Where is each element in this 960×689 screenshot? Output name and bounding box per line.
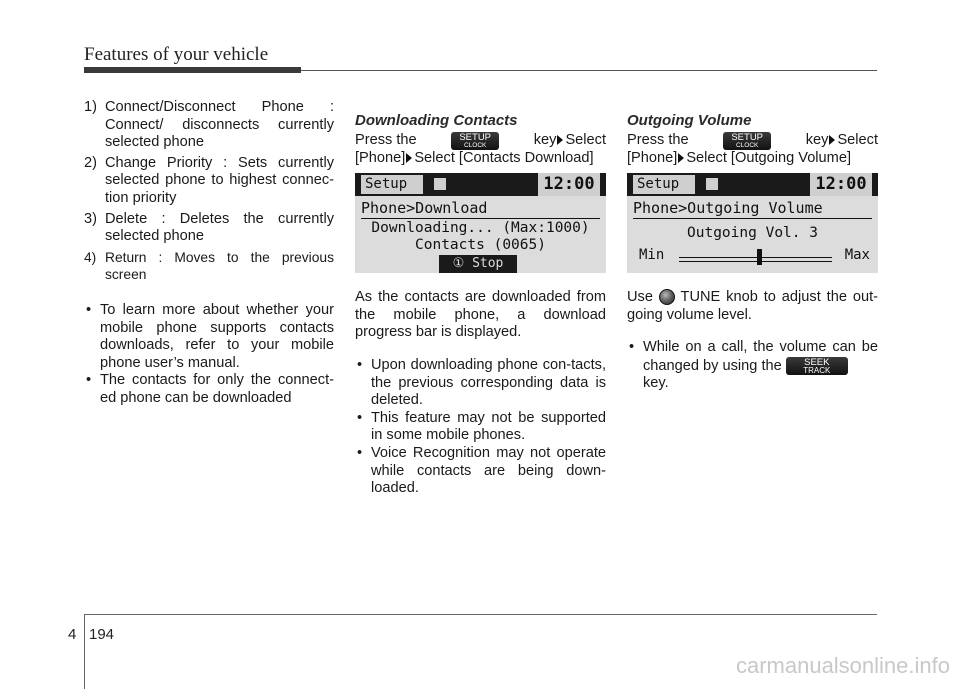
screen-subtitle: Phone>Outgoing Volume	[633, 199, 823, 218]
volume-max-label: Max	[844, 247, 870, 264]
instruction-line: [Phone] Select [Outgoing Volume]	[627, 149, 851, 166]
bullet-item: • Voice Recognition may not operate while contacts are being down-loaded.	[355, 445, 606, 498]
header-bar	[84, 67, 301, 73]
instruction-line: Press the SETUP CLOCK key Select	[355, 131, 606, 149]
chapter-number: 4	[68, 626, 77, 643]
person-icon	[434, 178, 446, 190]
section-heading: Outgoing Volume	[627, 112, 752, 129]
footer-rule	[84, 614, 877, 615]
paragraph: Use TUNE knob to adjust the out-going volume level.	[627, 289, 878, 323]
contacts-count: Contacts (0065)	[415, 237, 546, 254]
list-item: 4) Return : Moves to the previous screen	[84, 249, 334, 283]
seek-track-key-icon: SEEK TRACK	[786, 357, 848, 375]
volume-label: Outgoing Vol. 3	[687, 225, 818, 242]
volume-slider-track[interactable]	[679, 257, 832, 262]
page-header-title: Features of your vehicle	[84, 44, 269, 65]
arrow-right-icon	[678, 153, 684, 163]
screen-tab: Setup	[361, 175, 423, 194]
page-number: 194	[89, 626, 115, 643]
download-screen	[355, 173, 606, 273]
section-heading: Downloading Contacts	[355, 112, 518, 129]
screen-subtitle: Phone>Download	[361, 199, 488, 218]
list-item: 2) Change Priority : Sets currently selected phone to highest connec-tion priority	[84, 154, 334, 206]
bullet-item: • The contacts for only the connect-ed phone can be downloaded	[84, 372, 334, 407]
screen-clock: 12:00	[538, 173, 600, 196]
list-item: 3) Delete : Deletes the currently selected phone	[84, 210, 334, 245]
column-3	[627, 112, 878, 393]
bullet-item: • To learn more about whether your mobile phone supports contacts downloads, refer to your mobile phone user’s manual.	[84, 302, 334, 372]
volume-min-label: Min	[639, 247, 665, 264]
volume-slider-thumb[interactable]	[757, 249, 762, 265]
tune-knob-icon	[659, 289, 675, 305]
footer-divider	[84, 614, 85, 689]
instruction-line: [Phone] Select [Contacts Download]	[355, 149, 594, 166]
bullet-item: • While on a call, the volume can be changed by using the SEEK TRACK key.	[627, 339, 878, 393]
header-rule	[301, 70, 877, 71]
bullet-item: • Upon downloading phone con-tacts, the previous corresponding data is deleted.	[355, 357, 606, 410]
arrow-right-icon	[829, 135, 835, 145]
screen-clock: 12:00	[810, 173, 872, 196]
paragraph: As the contacts are downloaded from the mobile phone, a download progress bar is displayed.	[355, 289, 606, 341]
download-status: Downloading... (Max:1000)	[371, 220, 590, 237]
bluetooth-icon	[706, 178, 718, 190]
column-1	[84, 99, 334, 408]
setup-key-icon: SETUP CLOCK	[451, 132, 499, 150]
arrow-right-icon	[406, 153, 412, 163]
arrow-right-icon	[557, 135, 563, 145]
watermark: carmanualsonline.info	[735, 653, 950, 678]
list-item: 1) Connect/Disconnect Phone : Connect/ disconnects currently selected phone	[84, 99, 334, 151]
instruction-line: Press the SETUP CLOCK key Select	[627, 131, 878, 149]
stop-button[interactable]: ① Stop	[439, 255, 517, 273]
column-2	[355, 112, 606, 498]
setup-key-icon: SETUP CLOCK	[723, 132, 771, 150]
bullet-item: • This feature may not be supported in some mobile phones.	[355, 410, 606, 445]
outgoing-volume-screen	[627, 173, 878, 273]
screen-tab: Setup	[633, 175, 695, 194]
